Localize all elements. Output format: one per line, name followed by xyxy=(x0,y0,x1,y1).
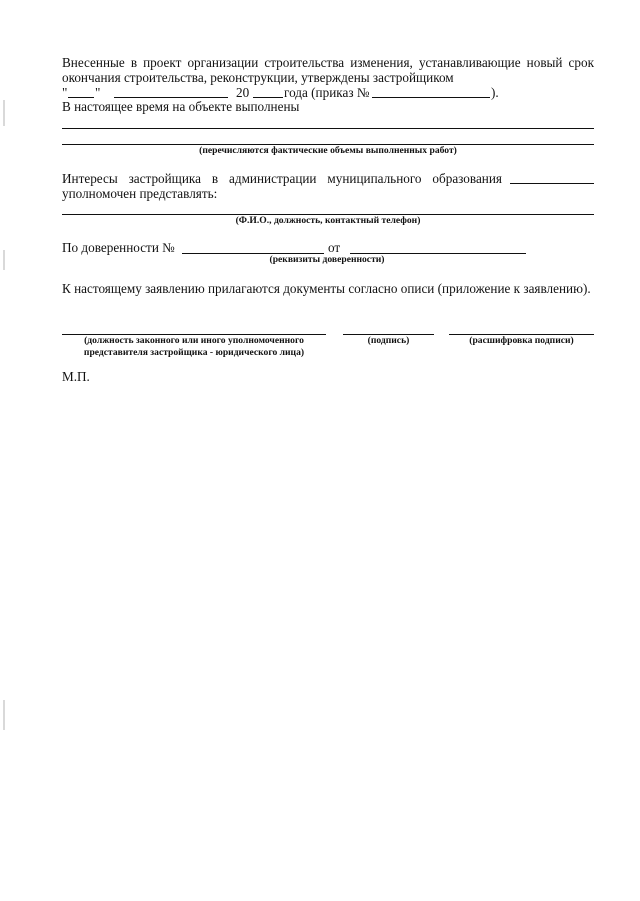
proxy-label: По доверенности № xyxy=(62,240,175,255)
signature-caption: (подпись) xyxy=(367,335,410,346)
interests-line2: уполномочен представлять: xyxy=(62,186,218,201)
project-changes-line2: окончания строительства, реконструкции, утверждены застройщиком xyxy=(62,70,454,85)
order-label: года (приказ № xyxy=(284,85,370,100)
scan-edge-mark xyxy=(3,250,5,270)
day-blank xyxy=(68,97,94,98)
position-caption-line2: представителя застройщика - юридического лица) xyxy=(83,347,305,358)
decode-caption: (расшифровка подписи) xyxy=(469,335,574,346)
year-blank xyxy=(253,97,283,98)
proxy-from-label: от xyxy=(328,240,341,255)
completed-works-caption: (перечисляются фактические объемы выполненных работ) xyxy=(199,145,457,156)
representative-caption: (Ф.И.О., должность, контактный телефон) xyxy=(235,215,421,226)
close-paren: ). xyxy=(491,85,499,100)
proxy-caption: (реквизиты доверенности) xyxy=(269,254,385,265)
year-prefix: 20 xyxy=(236,85,250,100)
completed-works-label: В настоящее время на объекте выполнены xyxy=(62,99,300,114)
month-blank xyxy=(114,97,228,98)
position-caption-line1: (должность законного или иного уполномоченного xyxy=(84,335,304,346)
order-number-blank xyxy=(372,97,490,98)
completed-works-line1 xyxy=(62,128,594,129)
attachment-text: К настоящему заявлению прилагаются документы согласно описи (приложение к заявлению). xyxy=(62,281,591,296)
scan-edge-mark xyxy=(3,700,5,730)
municipality-blank xyxy=(510,183,594,184)
stamp-label: М.П. xyxy=(62,369,90,384)
quote-open: " xyxy=(62,85,68,100)
scan-edge-mark xyxy=(3,100,5,126)
project-changes-line1: Внесенные в проект организации строительства изменения, устанавливающие новый срок xyxy=(62,55,594,70)
interests-line1: Интересы застройщика в администрации муниципального образования xyxy=(62,171,502,186)
quote-close: " xyxy=(95,85,101,100)
